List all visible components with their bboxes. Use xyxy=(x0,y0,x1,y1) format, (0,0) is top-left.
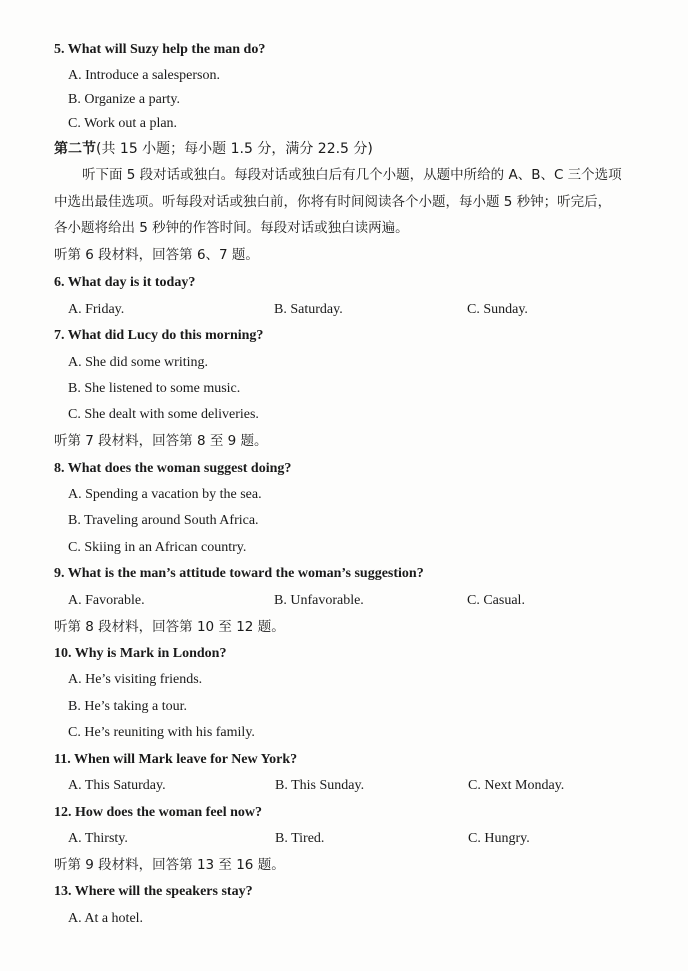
question-7-option-a: A. She did some writing. xyxy=(68,355,208,370)
question-9-option-b: B. Unfavorable. xyxy=(274,593,364,608)
material-6-heading: 听第 6 段材料，回答第 6、7 题。 xyxy=(54,247,259,263)
question-12-option-c: C. Hungry. xyxy=(468,831,530,846)
section-2-title: 第二节 xyxy=(54,141,96,157)
section-2-score-note: (共 15 小题；每小题 1.5 分，满分 22.5 分) xyxy=(96,141,373,157)
question-10: 10. Why is Mark in London? xyxy=(54,646,227,661)
question-10-option-c: C. He’s reuniting with his family. xyxy=(68,725,255,740)
question-8: 8. What does the woman suggest doing? xyxy=(54,461,292,476)
question-8-option-c: C. Skiing in an African country. xyxy=(68,540,247,555)
question-12-option-b: B. Tired. xyxy=(275,831,325,846)
question-8-option-a: A. Spending a vacation by the sea. xyxy=(68,487,262,502)
question-8-option-b: B. Traveling around South Africa. xyxy=(68,513,259,528)
question-12-option-a: A. Thirsty. xyxy=(68,831,128,846)
question-7-option-b: B. She listened to some music. xyxy=(68,381,241,396)
material-8-heading: 听第 8 段材料，回答第 10 至 12 题。 xyxy=(54,619,285,635)
question-5-option-a: A. Introduce a salesperson. xyxy=(68,68,221,83)
question-9-option-a: A. Favorable. xyxy=(68,593,145,608)
question-11-option-a: A. This Saturday. xyxy=(68,778,166,793)
material-7-heading: 听第 7 段材料，回答第 8 至 9 题。 xyxy=(54,433,268,449)
question-10-option-b: B. He’s taking a tour. xyxy=(68,699,187,714)
section-2-heading xyxy=(54,140,373,158)
question-13-option-a: A. At a hotel. xyxy=(68,911,144,926)
question-11: 11. When will Mark leave for New York? xyxy=(54,752,298,767)
question-7: 7. What did Lucy do this morning? xyxy=(54,328,264,343)
question-5: 5. What will Suzy help the man do? xyxy=(54,42,266,57)
question-9: 9. What is the man’s attitude toward the woman’s suggestion? xyxy=(54,566,424,581)
question-11-option-c: C. Next Monday. xyxy=(468,778,565,793)
question-5-option-b: B. Organize a party. xyxy=(68,92,180,107)
question-12: 12. How does the woman feel now? xyxy=(54,805,263,820)
question-11-option-b: B. This Sunday. xyxy=(275,778,365,793)
section-2-instructions-line-2: 中选出最佳选项。听每段对话或独白前，你将有时间阅读各个小题，每小题 5 秒钟；听完后， xyxy=(54,194,612,210)
question-7-option-c: C. She dealt with some deliveries. xyxy=(68,407,259,422)
section-2-instructions-line-3: 各小题将给出 5 秒钟的作答时间。每段对话或独白读两遍。 xyxy=(54,220,409,236)
question-6: 6. What day is it today? xyxy=(54,275,196,290)
question-6-option-b: B. Saturday. xyxy=(274,302,343,317)
question-5-option-c: C. Work out a plan. xyxy=(68,116,178,131)
question-6-option-a: A. Friday. xyxy=(68,302,125,317)
question-10-option-a: A. He’s visiting friends. xyxy=(68,672,203,687)
section-2-instructions-line-1: 听下面 5 段对话或独白。每段对话或独白后有几个小题，从题中所给的 A、B、C 三个选项 xyxy=(82,167,622,183)
question-13: 13. Where will the speakers stay? xyxy=(54,884,253,899)
question-9-option-c: C. Casual. xyxy=(467,593,525,608)
material-9-heading: 听第 9 段材料，回答第 13 至 16 题。 xyxy=(54,857,285,873)
question-6-option-c: C. Sunday. xyxy=(467,302,528,317)
